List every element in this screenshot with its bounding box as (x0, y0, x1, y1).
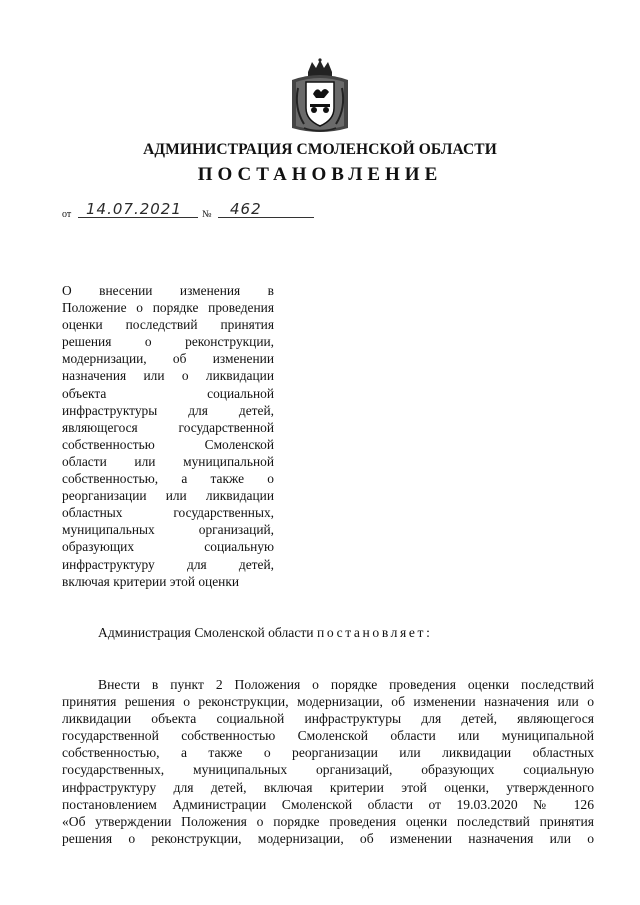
decree-verb: постановляет: (316, 625, 433, 640)
body-line: постановлением Администрации Смоленской области от 19.03.2020 № 126 (62, 796, 594, 812)
body-line: собственностью, а также о реорганизации или ликвидации областных (62, 745, 594, 761)
decree-statement (98, 625, 432, 641)
coat-of-arms-emblem (286, 58, 354, 136)
subject-line: реорганизации или ликвидации (62, 488, 274, 504)
body-line: «Об утверждении Положения о порядке проведения оценки последствий принятия (62, 813, 594, 829)
subject-line: решения о реконструкции, (62, 334, 274, 350)
subject-line: объекта социальной (62, 385, 274, 401)
handwritten-number: 462 (230, 200, 262, 218)
subject-line: инфраструктуру для детей, (62, 556, 274, 572)
document-meta (62, 200, 332, 222)
subject-line: области или муниципальной (62, 453, 274, 469)
subject-line: инфраструктуры для детей, (62, 402, 274, 418)
subject-line: назначения или о ликвидации (62, 368, 274, 384)
decree-prefix: Администрация Смоленской области (98, 625, 317, 640)
subject-line: О внесении изменения в (62, 283, 274, 298)
subject-line: оценки последствий принятия (62, 317, 274, 333)
subject-line: собственностью, а также о (62, 471, 274, 487)
body-line: Внести в пункт 2 Положения о порядке проведения оценки последствий (98, 677, 594, 692)
subject-line: областных государственных, (62, 505, 274, 521)
document-type-title: ПОСТАНОВЛЕНИЕ (197, 164, 443, 185)
body-line: решения о реконструкции, модернизации, об изменении назначения или о (62, 830, 594, 846)
date-label: от (62, 209, 72, 220)
body-text (62, 676, 594, 847)
subject-line: муниципальных организаций, (62, 522, 274, 538)
organization-title: АДМИНИСТРАЦИЯ СМОЛЕНСКОЙ ОБЛАСТИ (143, 141, 497, 158)
subject-block (62, 282, 274, 590)
handwritten-date: 14.07.2021 (86, 200, 182, 218)
subject-line: образующих социальную (62, 539, 274, 555)
number-label: № (202, 209, 212, 220)
body-line: ликвидации объекта социальной инфраструктуры для детей, являющегося (62, 711, 594, 727)
subject-line: собственностью Смоленской (62, 436, 274, 452)
body-line: принятия решения о реконструкции, модернизации, об изменении назначения или о (62, 694, 594, 710)
body-line: государственной собственностью Смоленской области или муниципальной (62, 728, 594, 744)
body-line: государственных, муниципальных организаций, образующих социальную (62, 762, 594, 778)
subject-line: являющегося государственной (62, 419, 274, 435)
subject-line: модернизации, об изменении (62, 351, 274, 367)
subject-line: Положение о порядке проведения (62, 300, 274, 316)
body-line: инфраструктуру для детей, включая критерии этой оценки, утвержденного (62, 779, 594, 795)
subject-line: включая критерии этой оценки (62, 573, 240, 589)
